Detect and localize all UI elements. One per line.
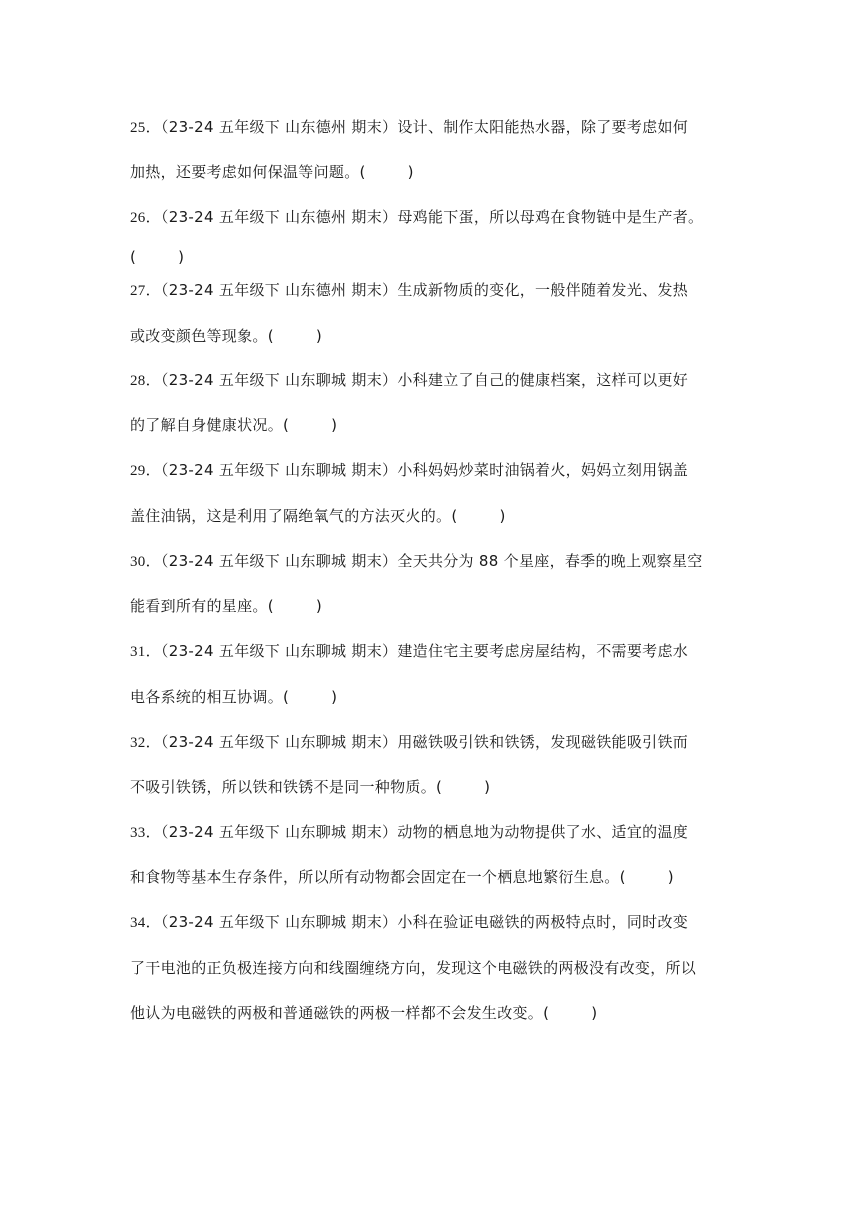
question-text: 能看到所有的星座。 bbox=[130, 597, 268, 615]
source-open: （ bbox=[160, 642, 169, 660]
answer-open: ( bbox=[267, 597, 274, 615]
question-source: 23-24 五年级下 山东德州 期末 bbox=[168, 208, 383, 226]
question-line bbox=[130, 117, 688, 137]
question-number: 32 bbox=[130, 735, 146, 751]
number-separator: ． bbox=[145, 371, 161, 389]
question-text: 建造住宅主要考虑房屋结构，不需要考虑水 bbox=[397, 642, 689, 660]
number-separator: ． bbox=[145, 208, 161, 226]
answer-open: ( bbox=[543, 1004, 550, 1022]
question-line bbox=[130, 596, 322, 616]
question-text: 用磁铁吸引铁和铁锈，发现磁铁能吸引铁而 bbox=[397, 733, 689, 751]
source-open: （ bbox=[160, 371, 169, 389]
question-number: 26 bbox=[130, 210, 146, 226]
source-close: ） bbox=[382, 823, 398, 841]
question-text: 或改变颜色等现象。 bbox=[130, 327, 268, 345]
question-text: 小科建立了自己的健康档案，这样可以更好 bbox=[397, 371, 689, 389]
question-text: 和食物等基本生存条件，所以所有动物都会固定在一个栖息地繁衍生息。 bbox=[130, 868, 620, 886]
number-separator: ． bbox=[145, 281, 161, 299]
question-text: 动物的栖息地为动物提供了水、适宜的温度 bbox=[397, 823, 689, 841]
question-text: 电各系统的相互协调。 bbox=[130, 688, 284, 706]
source-close: ） bbox=[382, 733, 398, 751]
question-line bbox=[130, 777, 490, 797]
source-open: （ bbox=[160, 208, 169, 226]
question-text: 盖住油锅，这是利用了隔绝氧气的方法灭火的。 bbox=[130, 507, 452, 525]
source-close: ） bbox=[382, 913, 398, 931]
question-line bbox=[130, 370, 688, 390]
question-line bbox=[130, 732, 688, 752]
question-text: 他认为电磁铁的两极和普通磁铁的两极一样都不会发生改变。 bbox=[130, 1004, 544, 1022]
number-separator: ． bbox=[145, 461, 161, 479]
question-source: 23-24 五年级下 山东聊城 期末 bbox=[168, 823, 383, 841]
question-text: 加热，还要考虑如何保温等问题。 bbox=[130, 163, 360, 181]
question-line bbox=[130, 867, 674, 887]
source-close: ） bbox=[382, 208, 398, 226]
source-open: （ bbox=[160, 823, 169, 841]
answer-close: ) bbox=[331, 416, 338, 434]
source-close: ） bbox=[382, 552, 398, 570]
question-line bbox=[130, 415, 337, 435]
answer-open: ( bbox=[283, 416, 290, 434]
question-line bbox=[130, 280, 688, 300]
number-separator: ． bbox=[145, 642, 161, 660]
answer-close: ) bbox=[591, 1004, 598, 1022]
question-line bbox=[130, 460, 688, 480]
source-open: （ bbox=[160, 913, 169, 931]
question-number: 25 bbox=[130, 120, 146, 136]
answer-open: ( bbox=[451, 507, 458, 525]
answer-close: ) bbox=[499, 507, 506, 525]
question-number: 29 bbox=[130, 463, 146, 479]
source-close: ） bbox=[382, 371, 398, 389]
number-separator: ． bbox=[145, 733, 161, 751]
question-line bbox=[130, 326, 322, 346]
question-number: 30 bbox=[130, 554, 146, 570]
answer-close: ) bbox=[178, 248, 185, 266]
source-close: ） bbox=[382, 642, 398, 660]
source-open: （ bbox=[160, 552, 169, 570]
question-source: 23-24 五年级下 山东聊城 期末 bbox=[168, 642, 383, 660]
answer-close: ) bbox=[315, 597, 323, 615]
answer-open: ( bbox=[283, 688, 290, 706]
question-source: 23-24 五年级下 山东聊城 期末 bbox=[168, 552, 383, 570]
number-separator: ． bbox=[145, 913, 161, 931]
source-close: ） bbox=[382, 118, 398, 136]
answer-open: ( bbox=[267, 327, 274, 345]
question-source: 23-24 五年级下 山东聊城 期末 bbox=[168, 733, 383, 751]
source-open: （ bbox=[160, 461, 169, 479]
question-number: 34 bbox=[130, 915, 146, 931]
answer-open: ( bbox=[436, 778, 443, 796]
question-text: 小科妈妈炒菜时油锅着火，妈妈立刻用锅盖 bbox=[397, 461, 689, 479]
question-number: 28 bbox=[130, 373, 146, 389]
question-text: 的了解自身健康状况。 bbox=[130, 416, 284, 434]
question-line bbox=[130, 822, 688, 842]
answer-open: ( bbox=[359, 163, 366, 181]
source-close: ） bbox=[382, 461, 398, 479]
answer-close: ) bbox=[484, 778, 491, 796]
answer-close: ) bbox=[407, 163, 414, 181]
source-open: （ bbox=[160, 281, 169, 299]
question-line bbox=[130, 247, 184, 267]
question-text: 母鸡能下蛋，所以母鸡在食物链中是生产者。 bbox=[397, 208, 704, 226]
answer-open: ( bbox=[130, 248, 137, 266]
question-source: 23-24 五年级下 山东聊城 期末 bbox=[168, 371, 383, 389]
source-open: （ bbox=[160, 118, 169, 136]
answer-open: ( bbox=[619, 868, 626, 886]
question-source: 23-24 五年级下 山东聊城 期末 bbox=[168, 461, 383, 479]
answer-close: ) bbox=[315, 327, 323, 345]
question-source: 23-24 五年级下 山东聊城 期末 bbox=[168, 913, 383, 931]
question-line bbox=[130, 506, 506, 526]
question-number: 33 bbox=[130, 825, 146, 841]
source-open: （ bbox=[160, 733, 169, 751]
question-line bbox=[130, 687, 337, 707]
question-line bbox=[130, 162, 414, 182]
question-text: 不吸引铁锈，所以铁和铁锈不是同一种物质。 bbox=[130, 778, 437, 796]
question-number: 27 bbox=[130, 283, 146, 299]
question-text: 小科在验证电磁铁的两极特点时，同时改变 bbox=[397, 913, 689, 931]
question-source: 23-24 五年级下 山东德州 期末 bbox=[168, 281, 383, 299]
number-separator: ． bbox=[145, 552, 161, 570]
answer-close: ) bbox=[331, 688, 338, 706]
question-text: 了干电池的正负极连接方向和线圈缠绕方向，发现这个电磁铁的两极没有改变，所以 bbox=[130, 959, 697, 977]
question-line bbox=[130, 207, 703, 227]
question-source: 23-24 五年级下 山东德州 期末 bbox=[168, 118, 383, 136]
answer-close: ) bbox=[667, 868, 674, 886]
question-text: 生成新物质的变化，一般伴随着发光、发热 bbox=[397, 281, 689, 299]
question-text: 设计、制作太阳能热水器，除了要考虑如何 bbox=[397, 118, 689, 136]
question-line bbox=[130, 551, 703, 571]
number-separator: ． bbox=[145, 823, 161, 841]
question-text: 全天共分为 88 个星座，春季的晚上观察星空 bbox=[397, 552, 703, 570]
question-number: 31 bbox=[130, 644, 146, 660]
question-line bbox=[130, 1003, 597, 1023]
question-line bbox=[130, 912, 688, 932]
question-line bbox=[130, 958, 696, 978]
number-separator: ． bbox=[145, 118, 161, 136]
question-line bbox=[130, 641, 688, 661]
source-close: ） bbox=[382, 281, 398, 299]
